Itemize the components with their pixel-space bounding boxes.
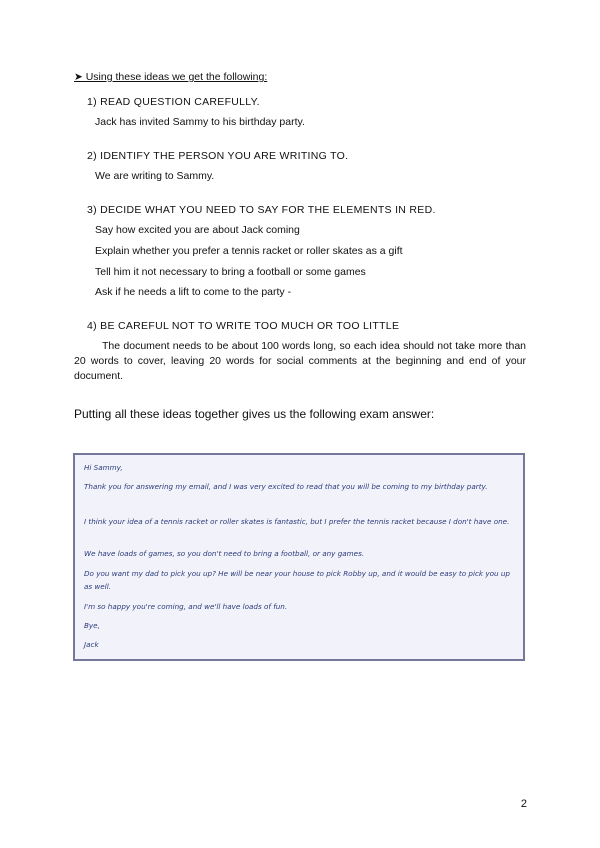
step-3-detail-4: Ask if he needs a lift to come to the party -: [95, 286, 292, 298]
step-1-title: 1) READ QUESTION CAREFULLY.: [87, 96, 260, 108]
answer-paragraph-1: Thank you for answering my email, and I was very excited to read that you will be coming to my birthday party.: [84, 482, 488, 491]
step-3-detail-2: Explain whether you prefer a tennis racket or roller skates as a gift: [95, 245, 403, 257]
answer-greeting: Hi Sammy,: [84, 463, 123, 472]
step-1-detail: Jack has invited Sammy to his birthday party.: [95, 116, 305, 128]
step-2-title: 2) IDENTIFY THE PERSON YOU ARE WRITING TO.: [87, 150, 349, 162]
step-3-detail-3: Tell him it not necessary to bring a football or some games: [95, 266, 366, 278]
page-number: 2: [520, 798, 527, 810]
answer-paragraph-3: We have loads of games, so you don't need to bring a football, or any games.: [84, 549, 365, 558]
word-count-paragraph: The document needs to be about 100 words long, so each idea should not take more than 20 words to cover, leaving 20 words for social comments at the beginning and end of your document.: [74, 340, 526, 382]
exam-answer-box: [73, 453, 525, 661]
answer-paragraph-4: Do you want my dad to pick you up? He will be near your house to pick Robby up, and it would be easy to pick you up as well.: [84, 569, 510, 591]
step-3-detail-1: Say how excited you are about Jack coming: [95, 224, 300, 236]
answer-paragraph-2: I think your idea of a tennis racket or roller skates is fantastic, but I prefer the tennis racket because I don't have one.: [84, 517, 510, 526]
answer-signature: Jack: [84, 640, 99, 649]
step-3-title: 3) DECIDE WHAT YOU NEED TO SAY FOR THE ELEMENTS IN RED.: [87, 204, 436, 216]
intro-heading: ➤ Using these ideas we get the following:: [74, 71, 268, 83]
summary-sentence: Putting all these ideas together gives us the following exam answer:: [74, 407, 435, 421]
step-4-title: 4) BE CAREFUL NOT TO WRITE TOO MUCH OR TOO LITTLE: [87, 320, 400, 332]
answer-paragraph-5: I'm so happy you're coming, and we'll have loads of fun.: [84, 602, 288, 611]
answer-signoff: Bye,: [84, 621, 100, 630]
step-2-detail: We are writing to Sammy.: [95, 170, 215, 182]
